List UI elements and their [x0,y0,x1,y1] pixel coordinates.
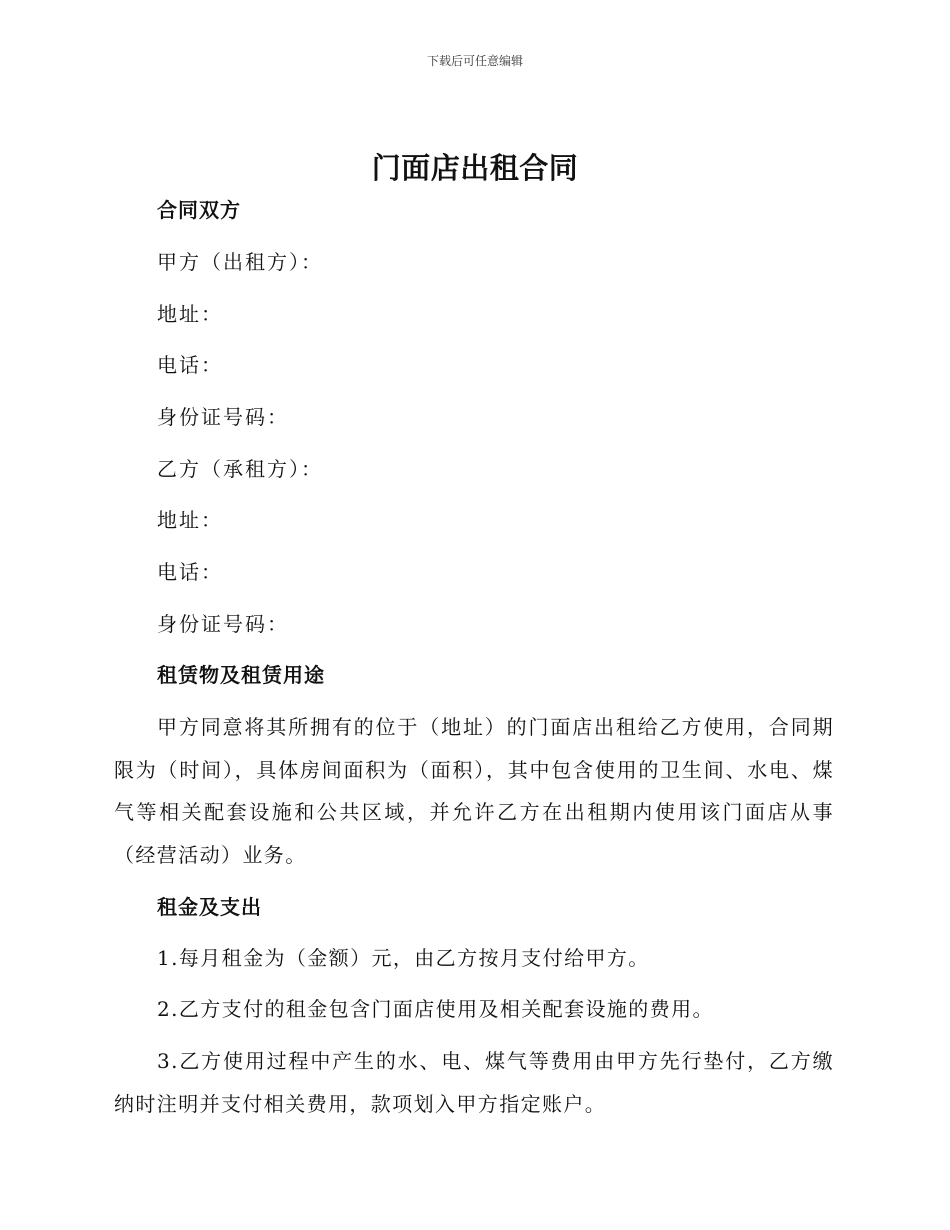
rent-item-1: 1.每月租金为（金额）元，由乙方按月支付给甲方。 [157,946,650,970]
page-header-note: 下载后可任意编辑 [426,54,523,68]
party-b-id-number: 身份证号码： [157,612,289,636]
rent-item-2: 2.乙方支付的租金包含门面店使用及相关配套设施的费用。 [157,997,714,1021]
party-b-phone: 电话： [157,560,223,584]
section-heading-rent: 租金及支出 [157,895,262,919]
document-title: 门面店出租合同 [371,151,579,185]
party-a-address: 地址： [157,302,223,326]
party-a-label: 甲方（出租方）： [157,250,323,274]
party-a-phone: 电话： [157,353,223,377]
rent-item-3: 3.乙方使用过程中产生的水、电、煤气等费用由甲方先行垫付，乙方缴纳时注明并支付相关费用，款项划入甲方指定账户。 [114,1049,834,1116]
party-b-label: 乙方（承租方）： [157,457,323,481]
section-heading-lease: 租赁物及租赁用途 [157,663,325,687]
lease-body-paragraph: 甲方同意将其所拥有的位于（地址）的门面店出租给乙方使用，合同期限为（时间），具体房间面积为（面积），其中包含使用的卫生间、水电、煤气等相关配套设施和公共区域，并允许乙方在出租期内使用该门面店从事（经营活动）业务。 [114,715,834,867]
party-a-id-number: 身份证号码： [157,405,289,429]
party-b-address: 地址： [157,508,223,532]
section-heading-parties: 合同双方 [157,198,241,222]
